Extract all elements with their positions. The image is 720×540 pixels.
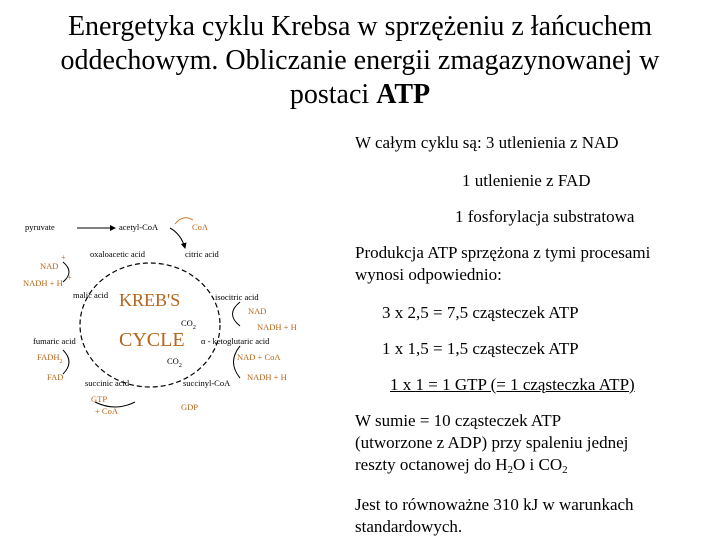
cycle-label: CYCLE [119, 329, 185, 351]
fad-arc [63, 350, 69, 374]
calc-line-3: 1 x 1 = 1 GTP (= 1 cząsteczka ATP) [390, 375, 635, 394]
krebs-label: KREB'S [119, 290, 181, 310]
fadh-label: $FADH_2$ [37, 352, 63, 365]
nadh-right-2-label: NADH + H [247, 372, 287, 382]
title-line-3: postaci ATP [289, 79, 431, 110]
equiv-line-2: standardowych. [355, 517, 463, 536]
slide-title [0, 10, 720, 112]
gdp-label: GDP [181, 402, 199, 412]
cycle-ring [80, 263, 220, 387]
fad-text: 1 utlenienie z FAD [462, 171, 591, 190]
oxaloacetic-label: oxaloacetic acid [90, 249, 145, 259]
calc-line-2: 1 x 1,5 = 1,5 cząsteczek ATP [382, 339, 579, 358]
isocitric-label: isocitric acid [215, 292, 259, 302]
acetyl-arrow [170, 228, 185, 248]
sum-line-2: (utworzone z ADP) przy spaleniu jednej [355, 433, 629, 452]
nad-coa-label: NAD + CoA [237, 352, 281, 362]
substrate-text: 1 fosforylacja substratowa [455, 207, 635, 226]
right-coa-arc [234, 346, 241, 378]
title-line-1: Energetyka cyklu Krebsa w sprzężeniu z łańcuchem [67, 11, 653, 42]
pyruvate-label: pyruvate [25, 222, 55, 232]
citric-label: citric acid [185, 249, 219, 259]
coa-top-label: CoA [192, 222, 209, 232]
sum-line-1: W sumie = 10 cząsteczek ATP [355, 411, 562, 430]
gtp-label: GTP [91, 394, 108, 404]
nadh-left-sup: + [67, 272, 72, 282]
nad-left-plus: + [61, 252, 66, 262]
co2-b-label: $CO_2$ [167, 356, 182, 369]
calc-line-1: 3 x 2,5 = 7,5 cząsteczek ATP [382, 303, 579, 322]
co2-a-label: $CO_2$ [181, 318, 196, 331]
production-line-1: Produkcja ATP sprzężona z tymi procesami [355, 243, 651, 262]
fad-label: FAD [47, 372, 64, 382]
alpha-ketoglutaric-label: α - ketoglutaric acid [201, 336, 270, 346]
malic-label: malic acid [73, 290, 109, 300]
krebs-cycle-diagram [15, 200, 335, 425]
production-line-2: wynosi odpowiednio: [355, 265, 502, 284]
plus-coa-label: + CoA [95, 406, 118, 416]
nad-right-label: NAD [248, 306, 267, 316]
equiv-line-1: Jest to równoważne 310 kJ w warunkach [355, 495, 634, 514]
fumaric-label: fumaric acid [33, 336, 76, 346]
intro-text: W całym cyklu są: 3 utlenienia z NAD [355, 133, 619, 152]
succinyl-coa-label: succinyl-CoA [183, 378, 231, 388]
nad-left-label: NAD [40, 261, 59, 271]
right-nad-arc [233, 302, 241, 326]
title-atp: ATP [376, 79, 431, 110]
title-line-2: oddechowym. Obliczanie energii zmagazynowanej w [60, 45, 660, 76]
nadh-left-label: NADH + H [23, 278, 63, 288]
acetyl-coa-label: acetyl-CoA [119, 222, 159, 232]
coa-release-arrow [175, 218, 193, 224]
sum-line-3: reszty octanowej do $H_2O$ i $CO_2$ [355, 455, 568, 476]
nadh-right-1-label: NADH + H [257, 322, 297, 332]
succinic-label: succinic acid [85, 378, 130, 388]
